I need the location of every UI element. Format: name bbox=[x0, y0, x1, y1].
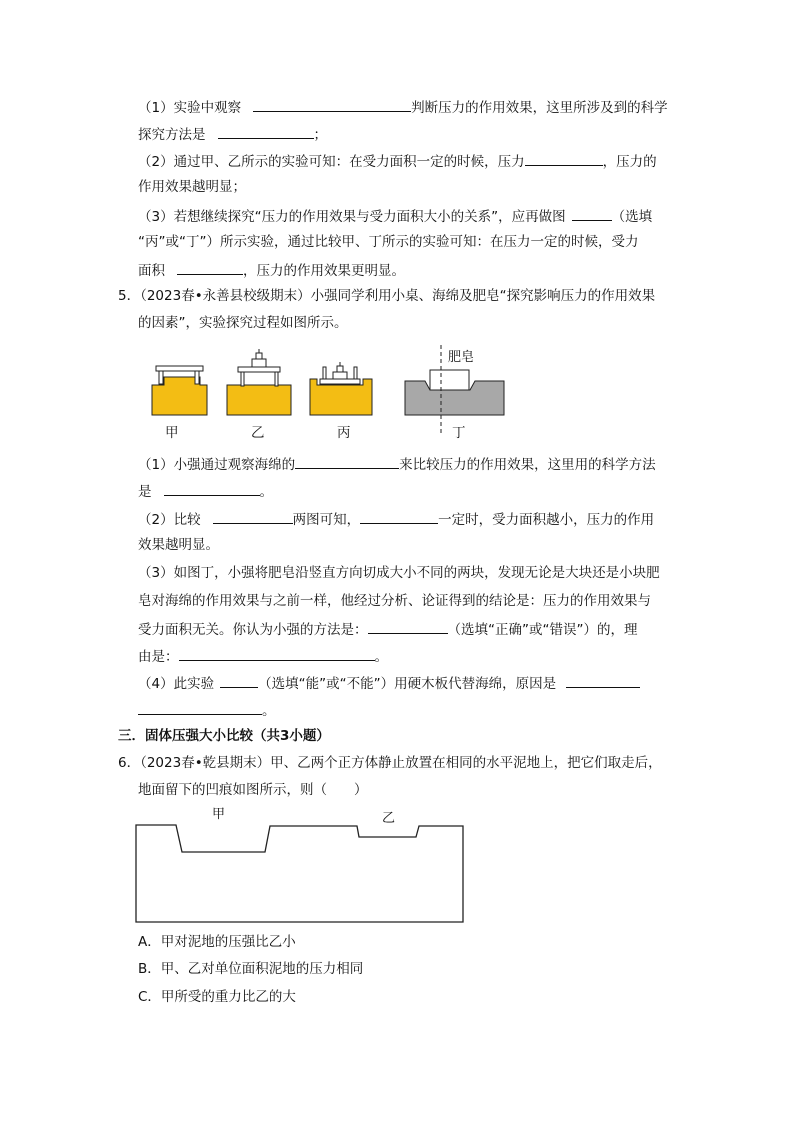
section-heading: 三．固体压强大小比较（共3小题） bbox=[118, 728, 330, 744]
answer-blank[interactable] bbox=[138, 700, 262, 715]
q5-part3-text-e: 由是： bbox=[138, 649, 179, 665]
q4-part3-text-d: 面积 bbox=[138, 263, 165, 279]
answer-blank[interactable] bbox=[368, 619, 448, 634]
answer-blank[interactable] bbox=[220, 673, 258, 688]
soap-label: 肥皂 bbox=[448, 350, 475, 365]
q6-option-c[interactable]: C．甲所受的重力比乙的大 bbox=[138, 989, 296, 1005]
answer-blank[interactable] bbox=[360, 509, 438, 524]
figure-yi bbox=[227, 349, 291, 415]
q4-part1-text-c: 探究方法是 bbox=[138, 127, 206, 143]
q5-part1-text-c: 是 bbox=[138, 484, 152, 500]
q4-line2 bbox=[138, 124, 327, 144]
answer-blank[interactable] bbox=[525, 151, 603, 166]
q5-part3-line3 bbox=[138, 619, 637, 639]
q6-fig-label-yi: 乙 bbox=[382, 811, 396, 826]
q5-part2-line2: 效果越明显。 bbox=[138, 537, 219, 553]
q5-part4-text-c: 。 bbox=[262, 703, 276, 719]
q5-part4-text-b: （选填“能”或“不能”）用硬木板代替海绵，原因是 bbox=[258, 676, 557, 692]
q6-stem-line1: 6．（2023春•乾县期末）甲、乙两个正方体静止放置在相同的水平泥地上，把它们取走后， bbox=[118, 755, 662, 771]
q4-line7 bbox=[138, 260, 405, 280]
answer-blank[interactable] bbox=[566, 673, 640, 688]
q5-part2-text-c: 一定时，受力面积越小，压力的作用 bbox=[438, 512, 655, 528]
q4-line4 bbox=[138, 178, 246, 196]
q6-option-a[interactable]: A．甲对泥地的压强比乙小 bbox=[138, 934, 296, 950]
q5-stem-line1: 5．（2023春•永善县校级期末）小强同学利用小桌、海绵及肥皂“探究影响压力的作用效果 bbox=[118, 288, 656, 304]
q6-stem-line2: 地面留下的凹痕如图所示，则（ ） bbox=[138, 782, 368, 798]
q4-part3-text-c: “丙”或“丁”）所示实验，通过比较甲、丁所示的实验可知：在压力一定的时候，受力 bbox=[138, 234, 639, 250]
q4-part3-text-a: （3）若想继续探究“压力的作用效果与受力面积大小的关系”，应再做图 bbox=[138, 209, 566, 225]
answer-blank[interactable] bbox=[253, 97, 411, 112]
q5-part2-text-a: （2）比较 bbox=[138, 512, 201, 528]
q5-part1-text-d: 。 bbox=[259, 484, 273, 500]
q4-part1-text-b: 判断压力的作用效果，这里所涉及到的科学 bbox=[411, 100, 668, 116]
q5-part2-text-b: 两图可知， bbox=[292, 512, 361, 528]
answer-blank[interactable] bbox=[572, 206, 612, 221]
q5-part3-line1: （3）如图丁，小强将肥皂沿竖直方向切成大小不同的两块，发现无论是大块还是小块肥 bbox=[138, 565, 660, 581]
q5-part1-text-b: 来比较压力的作用效果，这里用的科学方法 bbox=[399, 457, 656, 473]
q5-part4-line2 bbox=[138, 700, 276, 720]
fig-label-jia: 甲 bbox=[165, 425, 179, 441]
q4-line3 bbox=[138, 151, 657, 171]
q5-part3-text-f: 。 bbox=[374, 649, 388, 665]
q4-part2-text-a: （2）通过甲、乙所示的实验可知：在受力面积一定的时候，压力 bbox=[138, 154, 525, 170]
answer-blank[interactable] bbox=[213, 509, 293, 524]
fig-label-ding: 丁 bbox=[452, 425, 466, 441]
q5-part3-text-c: 受力面积无关。你认为小强的方法是： bbox=[138, 622, 368, 638]
q5-part4-line1 bbox=[138, 673, 640, 693]
q4-line6 bbox=[138, 233, 638, 251]
q4-part1-text-a: （1）实验中观察 bbox=[138, 100, 242, 116]
q4-line1 bbox=[138, 97, 668, 117]
q5-part1-line1 bbox=[138, 454, 656, 474]
answer-blank[interactable] bbox=[177, 260, 243, 275]
answer-blank[interactable] bbox=[164, 481, 260, 496]
figure-bing bbox=[310, 362, 372, 415]
q5-part3-line2: 皂对海绵的作用效果与之前一样，他经过分析、论证得到的结论是：压力的作用效果与 bbox=[138, 593, 651, 609]
q5-part4-text-a: （4）此实验 bbox=[138, 676, 215, 692]
q6-figure bbox=[130, 802, 470, 927]
fig-label-yi: 乙 bbox=[251, 425, 265, 441]
q4-part2-text-c: 作用效果越明显； bbox=[138, 179, 246, 195]
q4-part1-text-d: ； bbox=[313, 127, 327, 143]
q5-part3-text-d: （选填“正确”或“错误”）的，理 bbox=[447, 622, 638, 638]
fig-label-bing: 丙 bbox=[337, 425, 351, 441]
answer-blank[interactable] bbox=[179, 646, 375, 661]
q4-line5 bbox=[138, 206, 652, 226]
q4-part3-text-e: ，压力的作用效果更明显。 bbox=[243, 263, 405, 279]
q4-part2-text-b: ，压力的 bbox=[602, 154, 657, 170]
q5-part1-text-a: （1）小强通过观察海绵的 bbox=[138, 457, 296, 473]
q5-part2-line1 bbox=[138, 509, 654, 529]
q6-option-b[interactable]: B．甲、乙对单位面积泥地的压力相同 bbox=[138, 961, 364, 977]
q5-part3-line4 bbox=[138, 646, 388, 666]
q5-stem-line2: 的因素”，实验探究过程如图所示。 bbox=[138, 315, 348, 331]
q5-part1-line2 bbox=[138, 481, 273, 501]
answer-blank[interactable] bbox=[218, 124, 314, 139]
answer-blank[interactable] bbox=[295, 454, 399, 469]
q4-part3-text-b: （选填 bbox=[611, 209, 653, 225]
q6-fig-label-jia: 甲 bbox=[212, 807, 226, 822]
figure-jia bbox=[152, 366, 207, 415]
